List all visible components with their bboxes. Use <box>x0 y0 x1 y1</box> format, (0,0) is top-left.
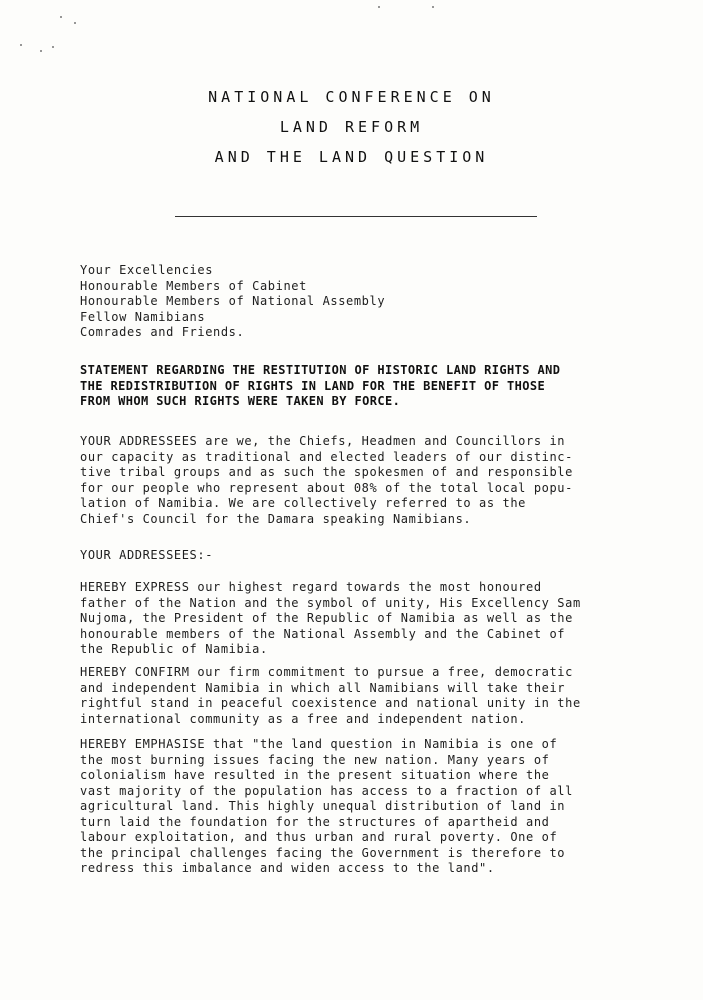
intro-paragraph <box>80 434 645 527</box>
express-paragraph <box>80 580 645 658</box>
paragraph-line: redress this imbalance and widen access to the land". <box>80 861 495 875</box>
title-line-2: LAND REFORM <box>279 118 424 136</box>
title-line-3: AND THE LAND QUESTION <box>214 148 489 166</box>
scan-speck <box>40 50 42 52</box>
paragraph-line: the most burning issues facing the new nation. Many years of <box>80 752 550 767</box>
statement-line: FROM WHOM SUCH RIGHTS WERE TAKEN BY FORCE. <box>80 394 401 408</box>
paragraph-line: HEREBY EMPHASISE that "the land question in Namibia is one of <box>80 737 558 751</box>
heading-line: YOUR ADDRESSEES:- <box>80 548 214 562</box>
addressees-heading <box>80 548 645 564</box>
paragraph-line: HEREBY EXPRESS our highest regard towards the most honoured <box>80 580 542 594</box>
title-divider <box>175 216 537 217</box>
paragraph-line: agricultural land. This highly unequal distribution of land in <box>80 799 566 813</box>
paragraph-line: the Republic of Namibia. <box>80 642 268 656</box>
paragraph-line: honourable members of the National Assembly and the Cabinet of <box>80 626 566 641</box>
salutation-line: Honourable Members of National Assembly <box>80 294 386 308</box>
paragraph-line: Nujoma, the President of the Republic of Namibia as well as the <box>80 611 573 625</box>
paragraph-line: YOUR ADDRESSEES are we, the Chiefs, Headmen and Councillors in <box>80 434 566 448</box>
salutation <box>80 263 645 341</box>
scan-speck <box>378 6 380 8</box>
paragraph-line: international community as a free and independent nation. <box>80 711 527 726</box>
scan-speck <box>74 22 76 24</box>
paragraph-line: colonialism have resulted in the present situation where the <box>80 768 550 782</box>
scan-speck <box>20 44 22 46</box>
scan-speck <box>432 6 434 8</box>
confirm-paragraph <box>80 665 645 727</box>
salutation-line: Fellow Namibians <box>80 309 206 324</box>
paragraph-line: vast majority of the population has access to a fraction of all <box>80 783 573 798</box>
paragraph-line: Chief's Council for the Damara speaking Namibians. <box>80 511 472 526</box>
paragraph-line: labour exploitation, and thus urban and rural poverty. One of <box>80 830 558 844</box>
title-line-1: NATIONAL CONFERENCE ON <box>208 88 495 106</box>
scan-speck <box>52 46 54 48</box>
salutation-line: Comrades and Friends. <box>80 325 245 339</box>
statement-heading <box>80 363 645 410</box>
paragraph-line: HEREBY CONFIRM our firm commitment to pursue a free, democratic <box>80 665 573 679</box>
paragraph-line: father of the Nation and the symbol of unity, His Excellency Sam <box>80 595 581 610</box>
salutation-line: Your Excellencies <box>80 263 214 277</box>
paragraph-line: lation of Namibia. We are collectively referred to as the <box>80 496 527 510</box>
paragraph-line: the principal challenges facing the Government is therefore to <box>80 845 566 860</box>
scan-speck <box>60 16 62 18</box>
paragraph-line: and independent Namibia in which all Namibians will take their <box>80 680 566 695</box>
salutation-line: Honourable Members of Cabinet <box>80 278 307 293</box>
statement-line: STATEMENT REGARDING THE RESTITUTION OF HISTORIC LAND RIGHTS AND <box>80 363 561 377</box>
paragraph-line: rightful stand in peaceful coexistence and national unity in the <box>80 696 581 710</box>
paragraph-line: turn laid the foundation for the structures of apartheid and <box>80 814 550 829</box>
paragraph-line: our capacity as traditional and elected leaders of our distinc- <box>80 449 573 464</box>
statement-line: THE REDISTRIBUTION OF RIGHTS IN LAND FOR THE BENEFIT OF THOSE <box>80 378 546 393</box>
paragraph-line: tive tribal groups and as such the spokesmen of and responsible <box>80 465 573 479</box>
emphasise-paragraph <box>80 737 645 877</box>
paragraph-line: for our people who represent about 08% of the total local popu- <box>80 480 573 495</box>
